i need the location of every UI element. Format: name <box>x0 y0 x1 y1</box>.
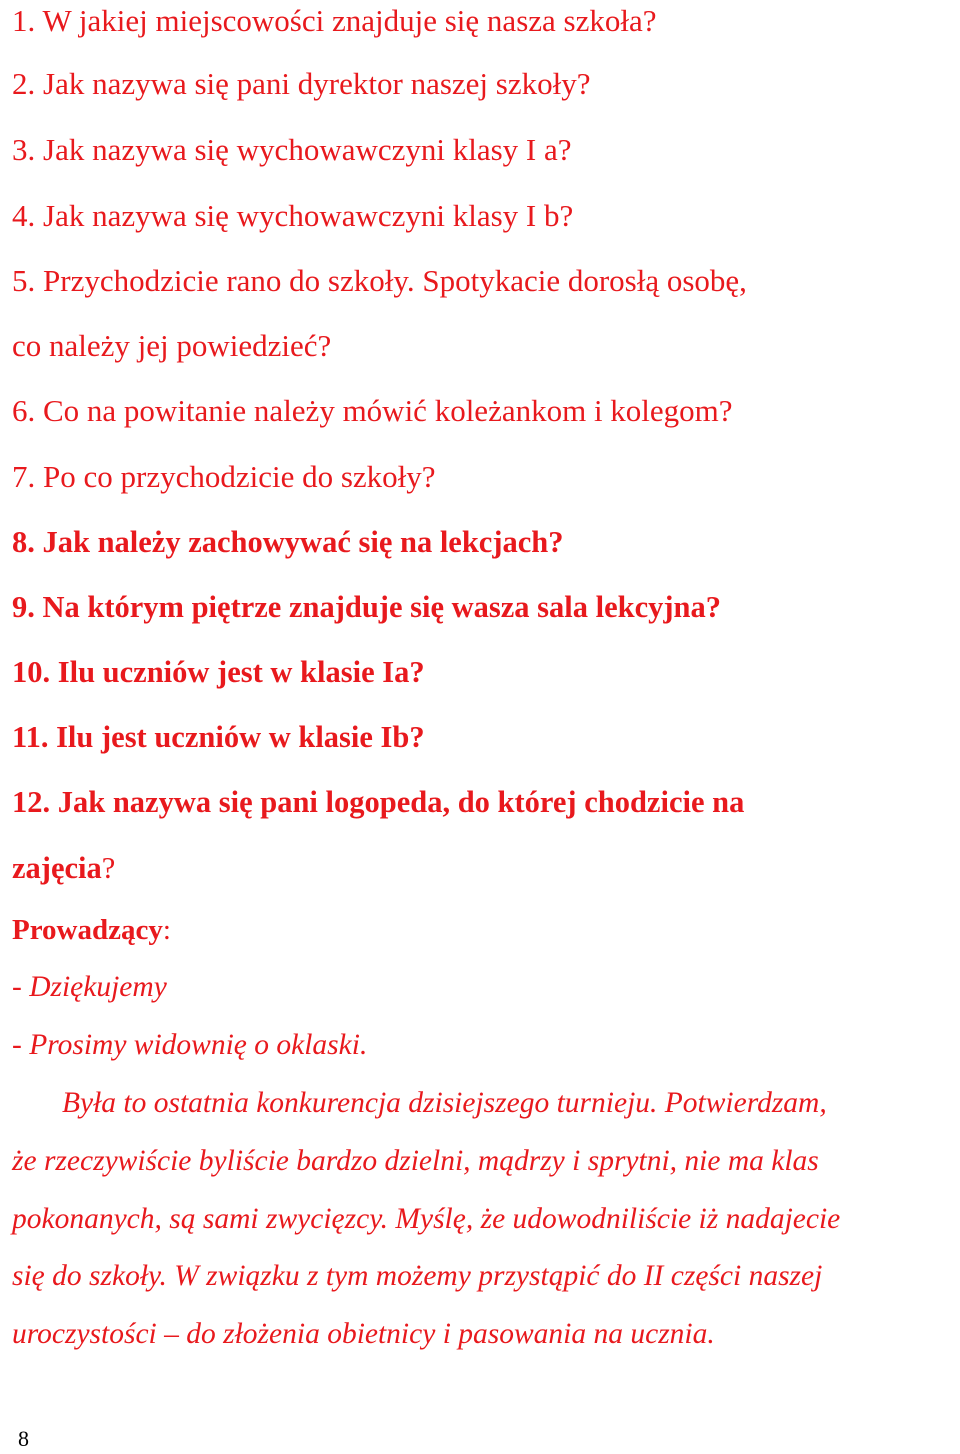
question-12: 12. Jak nazywa się pani logopeda, do której chodzicie na <box>12 785 745 819</box>
question-7: 7. Po co przychodzicie do szkoły? <box>12 459 436 494</box>
question-12-end-mark: ? <box>101 851 116 885</box>
question-3: 3. Jak nazywa się wychowawczyni klasy I a? <box>12 132 572 167</box>
question-5: 5. Przychodzicie rano do szkoły. Spotykacie dorosłą osobę, <box>12 263 747 298</box>
paragraph-line-2: że rzeczywiście byliście bardzo dzielni, mądrzy i sprytni, nie ma klas <box>12 1145 819 1177</box>
paragraph-line-1: Była to ostatnia konkurencja dzisiejszego turnieju. Potwierdzam, <box>62 1087 827 1119</box>
question-12-continued <box>12 848 115 888</box>
host-line-thanks: - Dziękujemy <box>12 971 167 1003</box>
host-line-applause: - Prosimy widownię o oklaski. <box>12 1029 368 1061</box>
paragraph-line-5: uroczystości – do złożenia obietnicy i pasowania na ucznia. <box>12 1318 715 1350</box>
question-9: 9. Na którym piętrze znajduje się wasza sala lekcyjna? <box>12 590 722 624</box>
question-11: 11. Ilu jest uczniów w klasie Ib? <box>12 720 425 754</box>
host-label <box>12 910 171 950</box>
host-label-text: Prowadzący <box>12 914 163 946</box>
question-1: 1. W jakiej miejscowości znajduje się nasza szkoła? <box>12 3 657 38</box>
question-4: 4. Jak nazywa się wychowawczyni klasy I b? <box>12 198 574 233</box>
question-5-continued: co należy jej powiedzieć? <box>12 328 332 363</box>
page-number: 8 <box>18 1426 29 1451</box>
question-2: 2. Jak nazywa się pani dyrektor naszej szkoły? <box>12 66 591 101</box>
paragraph-line-4: się do szkoły. W związku z tym możemy przystąpić do II części naszej <box>12 1260 823 1292</box>
question-6: 6. Co na powitanie należy mówić koleżankom i kolegom? <box>12 393 733 428</box>
host-label-colon: : <box>162 914 171 946</box>
question-12-continued-text: zajęcia <box>12 851 102 885</box>
paragraph-line-3: pokonanych, są sami zwycięzcy. Myślę, że udowodniliście iż nadajecie <box>12 1203 841 1235</box>
question-10: 10. Ilu uczniów jest w klasie Ia? <box>12 655 425 689</box>
question-8: 8. Jak należy zachowywać się na lekcjach? <box>12 525 564 559</box>
